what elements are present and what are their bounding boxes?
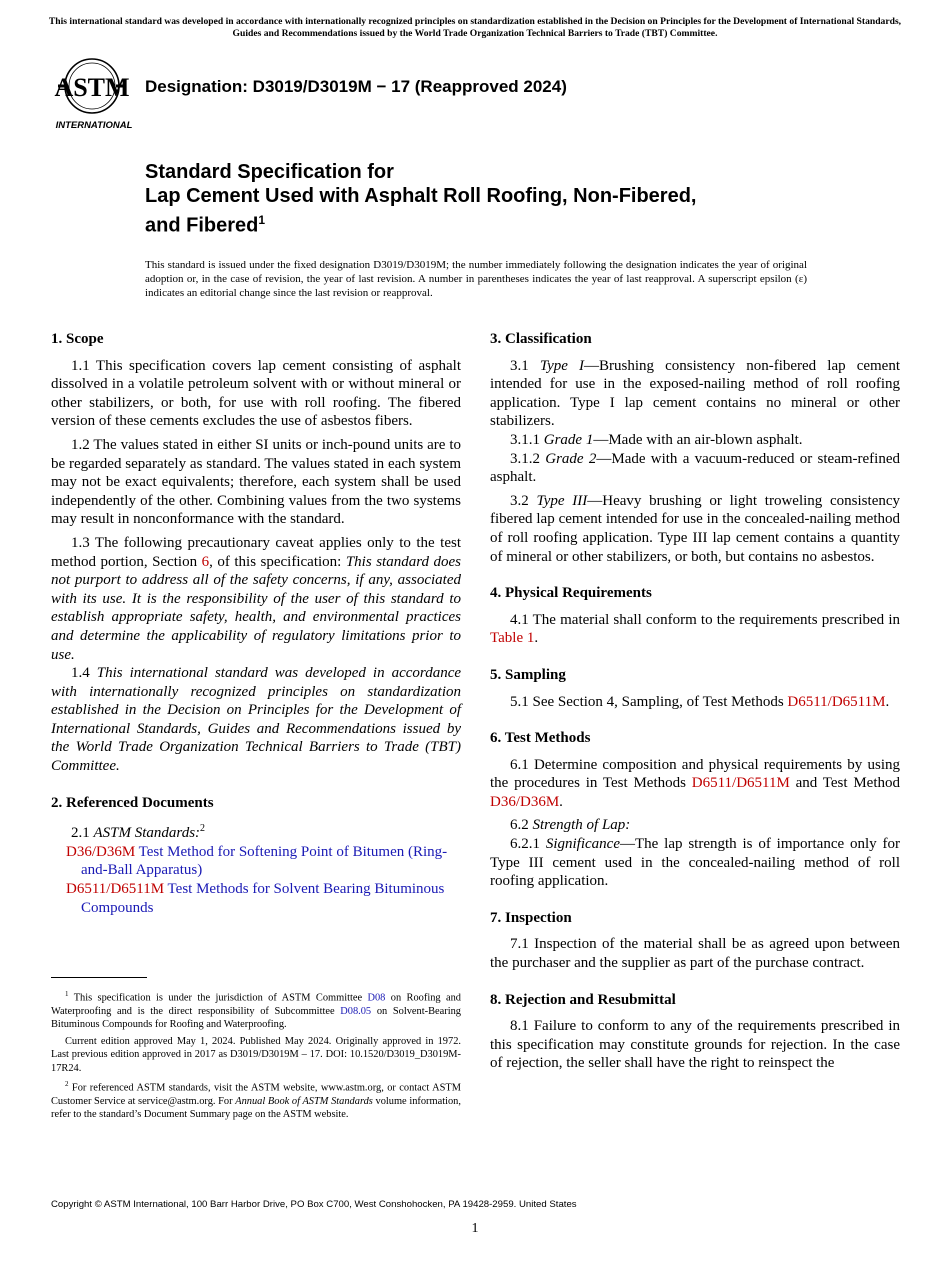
paragraph-3-1-1 xyxy=(490,431,900,450)
designation: Designation: D3019/D3019M − 17 (Reapproved 2024) xyxy=(145,77,567,96)
paragraph-1-2: 1.2 The values stated in either SI units or inch-pound units are to be regarded separately as standard. The values stated in each system may not be exact equivalents; therefore, each system shall be used independently of the other. Combining values from the two systems may result in nonconformance with the standard. xyxy=(51,436,461,528)
footnote-2-text-b: volume information, refer to the standard’s Document Summary page on the ASTM website. xyxy=(51,1095,461,1121)
type-iii-label: Type III xyxy=(536,492,588,509)
title-footnote-mark: 1 xyxy=(258,213,266,227)
paragraph-3-1-number: 3.1 xyxy=(510,357,540,374)
paragraph-3-1 xyxy=(490,357,900,431)
paragraph-3-1-2 xyxy=(490,450,900,487)
section-heading-scope: 1. Scope xyxy=(51,331,104,347)
paragraph-6-2-number: 6.2 xyxy=(510,817,533,834)
paragraph-6-1-text-b: and Test Method xyxy=(789,775,901,792)
d6511-link[interactable]: D6511/D6511M xyxy=(691,775,790,792)
footnote-1-mark: 1 xyxy=(65,990,69,998)
title-line-2: Lap Cement Used with Asphalt Roll Roofing, Non-Fibered, xyxy=(145,185,697,207)
footnote-2-mark: 2 xyxy=(65,1079,69,1088)
section-heading-classification: 3. Classification xyxy=(490,331,592,347)
paragraph-5-1-text: 5.1 See Section 4, Sampling, of Test Methods xyxy=(510,693,788,710)
paragraph-3-1-1-number: 3.1.1 xyxy=(510,431,544,448)
right-column xyxy=(490,330,900,1078)
reference-code-link[interactable]: D36/D36M xyxy=(66,843,136,860)
footnote-1-edition: Current edition approved May 1, 2024. Published May 2024. Originally approved in 1972. Last previous edition approved in 2017 as D3019/D3019M – 17. DOI: 10.1520/D3019_D3019M-17R24. xyxy=(51,1035,461,1074)
section-heading-rejection: 8. Rejection and Resubmittal xyxy=(490,991,676,1008)
footnote-2-text: For referenced ASTM standards, visit the ASTM website, www.astm.org, or contact ASTM Customer Service at service@astm.org. For xyxy=(51,1082,461,1107)
paragraph-1-4-number: 1.4 xyxy=(71,665,97,682)
paragraph-4-1-text: 4.1 The material shall conform to the requirements prescribed in xyxy=(510,611,900,628)
footnote-1-text: This specification is under the jurisdiction of ASTM Committee xyxy=(73,992,368,1004)
paragraph-5-1-end: . xyxy=(885,693,890,710)
paragraph-6-2-1-text: —The lap strength is of importance only for Type III cement used in the concealed-nailing method of roll roofing application. xyxy=(490,836,900,890)
section-heading-physical: 4. Physical Requirements xyxy=(490,585,652,602)
paragraph-1-3-text-b: , of this specification: xyxy=(209,553,346,570)
paragraph-1-3-text: 1.3 The following precautionary caveat applies only to the test method portion, Section xyxy=(51,534,461,570)
reference-item xyxy=(51,880,461,917)
logo-wordmark: INTERNATIONAL xyxy=(55,120,133,131)
subcommittee-d08-05-link[interactable]: D08.05 xyxy=(340,1005,372,1017)
logo-letters: ASTM xyxy=(54,73,130,102)
paragraph-6-2-1-number: 6.2.1 xyxy=(510,836,546,853)
copyright-notice: Copyright © ASTM International, 100 Barr Harbor Drive, PO Box C700, West Conshohocken, PA 19428-2959. United States xyxy=(51,1199,577,1210)
paragraph-7-1: 7.1 Inspection of the material shall be as agreed upon between the purchaser and the supplier as part of the purchase contract. xyxy=(490,936,900,972)
paragraph-6-1-end: . xyxy=(559,793,563,810)
issue-note: This standard is issued under the fixed designation D3019/D3019M; the number immediately following the designation indicates the year of original adoption or, in the case of revision, the year of last revision. A number in parentheses indicates the year of last reapproval. A superscript epsilon (ε) indicates an editorial change since the last revision or reapproval. xyxy=(145,259,807,300)
section-heading-sampling: 5. Sampling xyxy=(490,666,566,683)
paragraph-5-1 xyxy=(490,693,900,712)
footnote-1 xyxy=(51,988,461,1032)
title-line-1: Standard Specification for xyxy=(145,161,394,183)
paragraph-4-1-end: . xyxy=(534,630,539,647)
strength-of-lap-label: Strength of Lap: xyxy=(532,817,631,834)
footnote-mark-2: 2 xyxy=(200,823,206,835)
grade-1-label: Grade 1 xyxy=(543,431,594,448)
paragraph-3-2 xyxy=(490,492,900,566)
page-number: 1 xyxy=(471,1221,479,1236)
astm-logo xyxy=(52,56,136,132)
reference-title[interactable]: Test Method for Softening Point of Bitumen (Ring-and-Ball Apparatus) xyxy=(81,843,448,879)
paragraph-3-2-number: 3.2 xyxy=(510,492,537,509)
section-6-link[interactable]: 6 xyxy=(201,553,210,570)
footnote-1-text-c: on Solvent-Bearing Bituminous Compounds for Roofing and Waterproofing. xyxy=(51,1005,461,1031)
footnote-rule xyxy=(51,977,147,978)
reference-title[interactable]: Test Methods for Solvent Bearing Bituminous Compounds xyxy=(81,881,445,916)
reference-code-link[interactable]: D6511/D6511M xyxy=(66,881,165,898)
type-i-label: Type I xyxy=(539,357,585,374)
grade-2-label: Grade 2 xyxy=(545,450,597,467)
paragraph-3-1-text: —Brushing consistency non-fibered lap cement intended for use in the exposed-nailing method of roll roofing application. Type I lap cement contains no mineral or other stabilizers. xyxy=(490,357,901,430)
section-heading-test-methods: 6. Test Methods xyxy=(490,730,591,747)
section-heading-referenced: 2. Referenced Documents xyxy=(51,794,214,811)
section-heading-inspection: 7. Inspection xyxy=(490,909,572,926)
significance-label: Significance xyxy=(545,836,620,853)
paragraph-6-1-text: 6.1 Determine composition and physical requirements by using the procedures in Test Methods xyxy=(490,756,900,792)
footnote-1-text-b: on Roofing and Waterproofing and is the direct responsibility of Subcommittee xyxy=(51,992,461,1017)
astm-standards-label: ASTM Standards: xyxy=(93,825,201,842)
paragraph-1-3 xyxy=(51,534,461,664)
reference-item xyxy=(51,843,461,880)
d36-link[interactable]: D36/D36M xyxy=(490,793,560,810)
d6511-link[interactable]: D6511/D6511M xyxy=(787,693,886,710)
footnotes xyxy=(51,988,461,1125)
paragraph-8-1: 8.1 Failure to conform to any of the requirements prescribed in this specification may constitute grounds for rejection. In the case of rejection, the seller shall have the right to reinspect the xyxy=(490,1018,900,1072)
paragraph-1-4 xyxy=(51,664,461,776)
paragraph-3-1-2-text: —Made with a vacuum-reduced or steam-refined asphalt. xyxy=(490,450,901,486)
footnote-2 xyxy=(51,1078,461,1122)
document-title xyxy=(145,160,696,238)
left-column xyxy=(51,330,461,917)
paragraph-3-1-1-text: —Made with an air-blown asphalt. xyxy=(593,431,803,448)
annual-book-title: Annual Book of ASTM Standards xyxy=(235,1095,373,1107)
safety-caveat: This standard does not purport to address all of the safety concerns, if any, associated with its use. It is the responsibility of the user of this standard to establish appropriate safety, health, and environmental practices and determine the applicability of regulatory limitations prior to use. xyxy=(51,553,461,663)
paragraph-3-1-2-number: 3.1.2 xyxy=(510,450,546,467)
paragraph-2-1 xyxy=(51,820,461,843)
table-1-link[interactable]: Table 1 xyxy=(490,630,535,647)
paragraph-3-2-text: —Heavy brushing or light troweling consistency fibered lap cement intended for use in the concealed-nailing method of roll roofing application. Type III lap cement contains a quantity of mineral or other stabilizers, or both, but contains no asbestos. xyxy=(490,492,901,565)
paragraph-2-1-number: 2.1 xyxy=(71,825,94,842)
top-notice: This international standard was developed in accordance with internationally recognized principles on standardization established in the Decision on Principles for the Development of International Standards, Guides and Recommendations issued by the World Trade Organization Technical Barriers to Trade (TBT) Committee. xyxy=(48,16,902,39)
paragraph-4-1 xyxy=(490,611,900,648)
paragraph-1-1: 1.1 This specification covers lap cement consisting of asphalt dissolved in a volatile petroleum solvent with or without mineral or other stabilizers, or both, for use with roll roofing. The fibered version of these cements excludes the use of asbestos fibers. xyxy=(51,357,461,430)
paragraph-6-2 xyxy=(490,816,900,835)
title-line-3 xyxy=(145,208,696,238)
paragraph-6-2-1 xyxy=(490,835,900,891)
committee-d08-link[interactable]: D08 xyxy=(367,992,386,1004)
paragraph-6-1 xyxy=(490,756,900,812)
title-line-3-text: and Fibered xyxy=(145,214,259,237)
paragraph-1-4-text: This international standard was developed in accordance with internationally recognized principles on standardization established in the Decision on Principles for the Development of International Standards, Guides and Recommendations issued by the World Trade Organization Technical Barriers to Trade (TBT) Committee. xyxy=(51,665,462,775)
